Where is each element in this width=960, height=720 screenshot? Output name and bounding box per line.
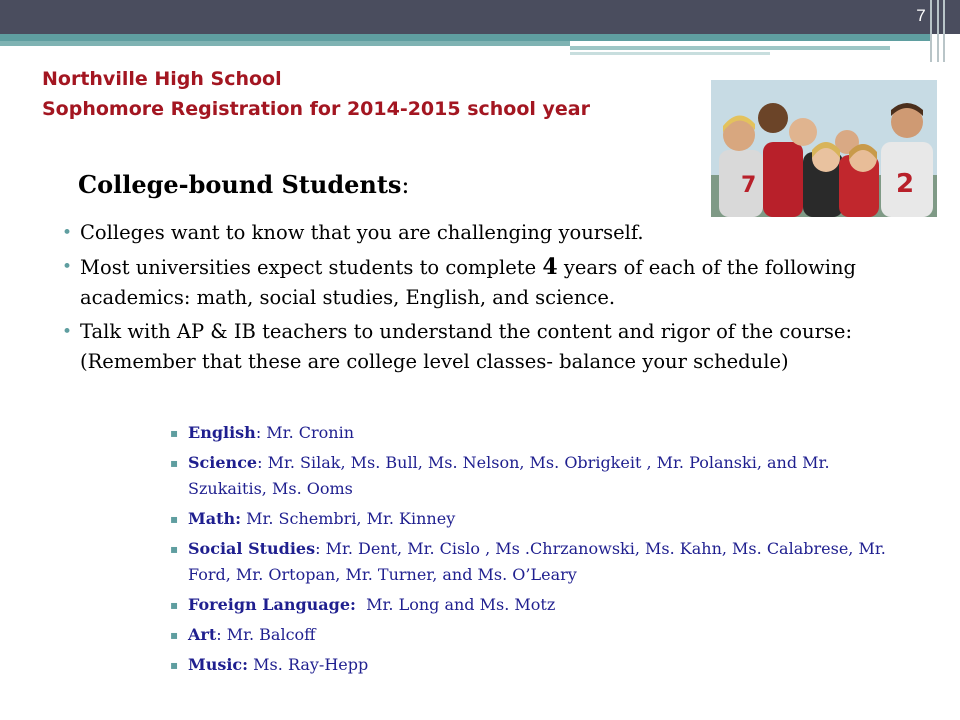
section-title-text: College-bound Students xyxy=(78,170,402,199)
bullet-item xyxy=(60,252,910,313)
square-bullet-icon: ▪ xyxy=(170,456,179,470)
teacher-names: Mr. Long and Ms. Motz xyxy=(366,595,556,614)
teacher-names: Mr. Schembri, Mr. Kinney xyxy=(246,509,456,528)
teacher-names: Mr. Dent, Mr. Cislo , Ms .Chrzanowski, Ms. Kahn, Ms. Calabrese, Mr. Ford, Mr. Ortopan, Mr. Turner, and Ms. O’Leary xyxy=(188,539,886,584)
subject-label: Foreign Language: xyxy=(188,595,356,614)
teacher-item xyxy=(170,592,910,618)
square-bullet-icon: ▪ xyxy=(170,628,179,642)
square-bullet-icon: ▪ xyxy=(170,512,179,526)
slide-number: 7 xyxy=(916,6,926,25)
accent-stripe xyxy=(0,41,570,46)
students-group-photo-icon xyxy=(711,80,937,217)
teacher-item xyxy=(170,506,910,532)
section-title-colon: : xyxy=(401,171,410,199)
bullet-text: years of each of the following academics: math, social studies, English, and science. xyxy=(80,256,857,309)
subject-label: English xyxy=(188,423,256,442)
bullet-emphasis: 4 xyxy=(542,254,558,280)
teacher-names: Mr. Balcoff xyxy=(226,625,316,644)
square-bullet-icon: ▪ xyxy=(170,598,179,612)
teacher-list xyxy=(170,420,910,682)
top-bar xyxy=(0,0,960,34)
accent-stripe xyxy=(570,46,890,50)
teacher-item xyxy=(170,622,910,648)
subject-separator: : xyxy=(255,423,267,442)
bullet-text: Talk with AP & IB teachers to understand the content and rigor of the course: (Remember that these are college level classes- balance your schedule) xyxy=(80,320,853,373)
teacher-item xyxy=(170,536,910,588)
divider xyxy=(937,0,939,62)
bullet-icon: • xyxy=(62,223,73,243)
square-bullet-icon: ▪ xyxy=(170,426,179,440)
bullet-item xyxy=(60,317,910,377)
bullet-text: Most universities expect students to complete xyxy=(80,256,543,279)
subject-label: Art xyxy=(188,625,217,644)
bullet-icon: • xyxy=(62,322,73,342)
subject-separator: : xyxy=(257,453,268,472)
teacher-names: Mr. Cronin xyxy=(266,423,354,442)
square-bullet-icon: ▪ xyxy=(170,542,179,556)
students-photo xyxy=(711,80,937,217)
subject-label: Math: xyxy=(188,509,242,528)
subject-label: Social Studies xyxy=(188,539,316,558)
divider xyxy=(943,0,945,62)
accent-stripe xyxy=(570,52,770,55)
subject-separator: : xyxy=(315,539,326,558)
bullet-item xyxy=(60,218,910,248)
subject-separator xyxy=(356,595,366,614)
bullet-list xyxy=(60,218,910,381)
teacher-item xyxy=(170,450,910,502)
slide-subtitle: Sophomore Registration for 2014-2015 school year xyxy=(42,98,591,120)
teacher-item xyxy=(170,652,910,678)
svg-text:7: 7 xyxy=(741,173,757,198)
square-bullet-icon: ▪ xyxy=(170,658,179,672)
bullet-text: Colleges want to know that you are challenging yourself. xyxy=(80,221,644,244)
subject-label: Music: xyxy=(188,655,249,674)
school-name: Northville High School xyxy=(42,68,282,90)
subject-separator: : xyxy=(216,625,227,644)
svg-text:2: 2 xyxy=(896,169,915,199)
teacher-names: Mr. Silak, Ms. Bull, Ms. Nelson, Ms. Obrigkeit , Mr. Polanski, and Mr. Szukaitis, Ms. Ooms xyxy=(188,453,830,498)
bullet-icon: • xyxy=(62,257,73,277)
accent-stripe xyxy=(0,34,930,41)
subject-label: Science xyxy=(188,453,258,472)
teacher-item xyxy=(170,420,910,446)
teacher-names: Ms. Ray-Hepp xyxy=(253,655,369,674)
slide-header xyxy=(42,64,590,124)
section-title xyxy=(78,170,410,199)
